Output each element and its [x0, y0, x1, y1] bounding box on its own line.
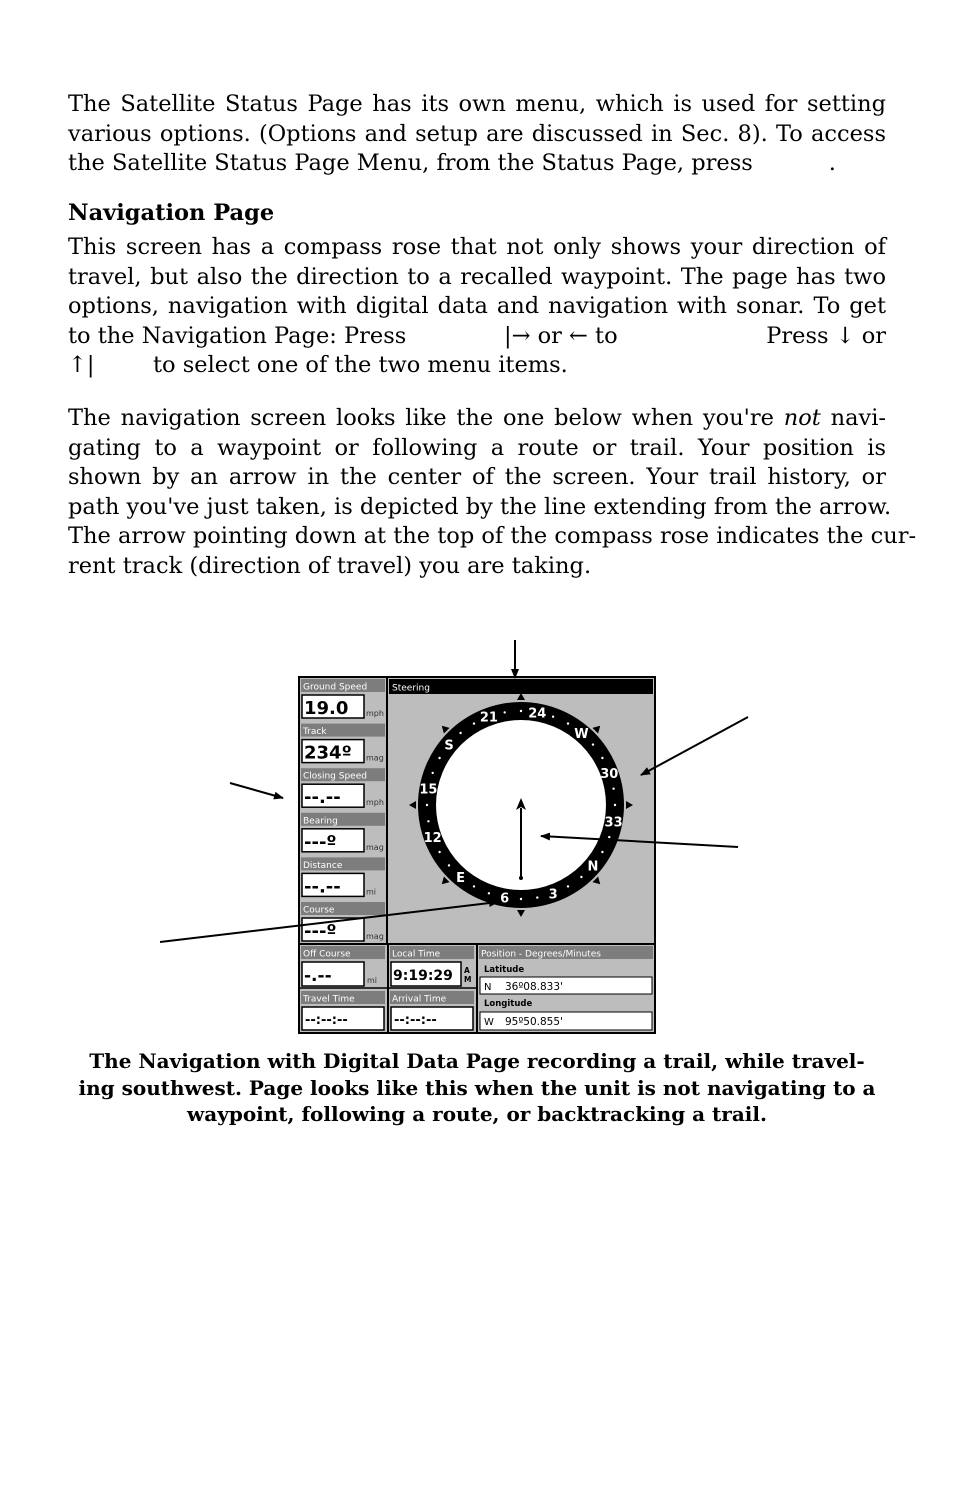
compass-heading-label: 12 [423, 831, 442, 847]
compass-tick [614, 804, 616, 806]
compass-tick [459, 732, 461, 734]
compass-tick [567, 885, 569, 887]
latitude-hemisphere: N [484, 982, 492, 993]
field-value: 234º [304, 742, 352, 764]
field-value: ---º [304, 831, 337, 853]
longitude-value: 95º50.855' [505, 1016, 563, 1028]
latitude-value: 36º08.833' [505, 981, 563, 993]
compass-heading-label: 33 [604, 815, 623, 831]
travel-time-label: Travel Time [303, 994, 355, 1005]
text-line: path you've just taken, is depicted by the line extending from the arrow. [68, 493, 892, 520]
compass-tick [504, 711, 506, 713]
compass-tick [473, 885, 475, 887]
field-label: Distance [303, 860, 343, 871]
text-line: The navigation screen looks like the one below when you're not navi- [68, 405, 887, 431]
compass-tick [612, 788, 614, 790]
compass-tick [438, 851, 440, 853]
screen-description-paragraph [68, 404, 917, 582]
off-course-label: Off Course [303, 949, 351, 960]
compass-tick [438, 757, 440, 759]
compass-tick [426, 804, 428, 806]
longitude-hemisphere: W [484, 1017, 494, 1028]
field-unit: mag [366, 842, 384, 852]
intro-paragraph [68, 90, 886, 179]
navigation-page-figure [0, 620, 954, 1040]
am-pm-m: M [464, 975, 472, 984]
local-time-label: Local Time [392, 949, 441, 960]
compass-tick [520, 898, 522, 900]
compass-tick [601, 851, 603, 853]
text-line: This screen has a compass rose that not only shows your direction of [68, 234, 886, 260]
figure-caption: The Navigation with Digital Data Page recording a trail, while travel- ing southwest. Page looks like this when the unit is not navigating to a waypoint, following a route, or backtracking a trail. [78, 1049, 876, 1126]
compass-heading-label: 3 [548, 887, 558, 903]
longitude-label: Longitude [484, 999, 533, 1009]
off-course-value: -.-- [304, 966, 332, 986]
data-fields-callout-arrow [230, 783, 283, 798]
compass-tick [567, 722, 569, 724]
compass-tick [448, 864, 450, 866]
compass-tick [488, 892, 490, 894]
text-line: The Satellite Status Page has its own menu, which is used for setting [68, 91, 886, 117]
compass-tick [552, 716, 554, 718]
field-value: 19.0 [304, 698, 349, 719]
field-label: Bearing [303, 816, 338, 827]
text-line: to the Navigation Page: Press |→ or ← to Press ↓ or [68, 322, 886, 349]
compass-tick [580, 876, 582, 878]
compass-heading-label: 21 [479, 710, 498, 726]
field-label: Closing Speed [303, 771, 367, 782]
local-time-value: 9:19:29 [393, 968, 453, 984]
compass-heading-label: E [456, 871, 466, 886]
text-line: ↑| to select one of the two menu items. [68, 352, 568, 379]
field-unit: mph [366, 798, 384, 808]
compass-tick [608, 836, 610, 838]
off-course-unit: mi [367, 976, 378, 985]
text-line: gating to a waypoint or following a route or trail. Your position is [68, 434, 886, 461]
section-heading: Navigation Page [68, 200, 275, 226]
position-label: Position - Degrees/Minutes [481, 949, 601, 960]
compass-heading-label: 24 [528, 706, 547, 722]
arrival-time-label: Arrival Time [392, 994, 447, 1005]
text-line: the Satellite Status Page Menu, from the Status Page, press . [68, 150, 836, 177]
navigation-paragraph [68, 233, 886, 381]
bottom-data-rows [299, 944, 653, 1033]
compass-heading-label: S [444, 738, 454, 754]
text-line: The arrow pointing down at the top of the compass rose indicates the cur- [68, 523, 917, 550]
compass-heading-label: 30 [600, 766, 619, 782]
compass-tick [601, 757, 603, 759]
compass-heading-label: W [574, 727, 589, 742]
compass-tick [592, 743, 594, 745]
field-unit: mag [366, 753, 384, 763]
field-label: Course [303, 905, 335, 916]
field-unit: mag [366, 932, 384, 941]
steering-label: Steering [392, 683, 430, 694]
latitude-label: Latitude [484, 965, 525, 975]
am-pm-a: A [464, 966, 470, 975]
compass-heading-label: N [587, 859, 599, 875]
text-line: travel, but also the direction to a recalled waypoint. The page has two [68, 263, 886, 290]
field-unit: mi [366, 887, 377, 897]
field-value: --.-- [304, 876, 341, 898]
compass-rose [409, 693, 633, 917]
compass-tick [432, 772, 434, 774]
text-line: shown by an arrow in the center of the screen. Your trail history, or [68, 464, 886, 491]
compass-tick [473, 722, 475, 724]
compass-heading-label: 6 [500, 891, 510, 907]
field-value: --.-- [304, 787, 341, 809]
field-value: ---º [304, 921, 337, 942]
field-unit: mph [366, 709, 384, 718]
text-line: options, navigation with digital data and navigation with sonar. To get [68, 293, 886, 320]
compass-tick [536, 896, 538, 898]
compass-tick [520, 710, 522, 712]
compass-callout-arrow [641, 717, 748, 775]
compass-tick [427, 820, 429, 822]
arrival-time-value: --:--:-- [394, 1013, 437, 1028]
text-line: various options. (Options and setup are discussed in Sec. 8). To access [68, 120, 886, 147]
text-line: rent track (direction of travel) you are taking. [68, 552, 592, 579]
travel-time-value: --:--:-- [305, 1013, 348, 1028]
field-label: Track [303, 727, 327, 738]
field-label: Ground Speed [303, 682, 368, 693]
compass-heading-label: 15 [419, 782, 438, 798]
